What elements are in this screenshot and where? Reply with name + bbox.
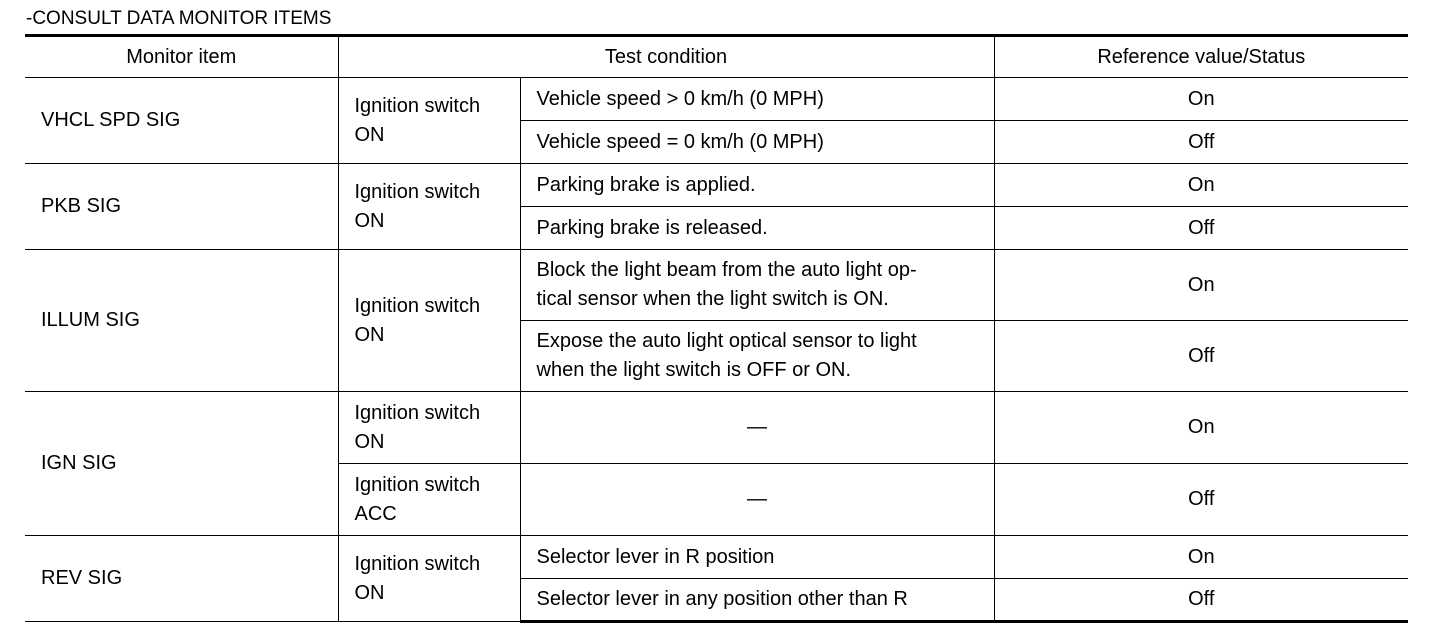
status-cell: Off	[994, 121, 1408, 164]
table-row	[25, 392, 1408, 464]
monitor-item-cell: PKB SIG	[25, 164, 338, 250]
status-cell: On	[994, 536, 1408, 579]
header-reference: Reference value/Status	[994, 36, 1408, 78]
detail-line: tical sensor when the light switch is ON.	[536, 288, 889, 310]
table-row	[25, 164, 1408, 207]
monitor-item-cell: IGN SIG	[25, 392, 338, 536]
header-monitor-item: Monitor item	[25, 36, 338, 78]
table-row	[25, 78, 1408, 121]
condition-line: ON	[354, 123, 385, 146]
detail-cell: Selector lever in R position	[520, 536, 994, 579]
condition-cell	[338, 250, 520, 392]
detail-cell: —	[520, 464, 994, 536]
condition-cell	[338, 164, 520, 250]
condition-cell	[338, 392, 520, 464]
detail-cell: Parking brake is applied.	[520, 164, 994, 207]
status-cell: Off	[994, 579, 1408, 622]
condition-cell	[338, 78, 520, 164]
condition-line: ON	[354, 209, 385, 232]
condition-line: ACC	[354, 502, 397, 525]
condition-line: ON	[354, 430, 385, 453]
header-row	[25, 36, 1408, 78]
monitor-item-cell: ILLUM SIG	[25, 250, 338, 392]
detail-line: Block the light beam from the auto light op-	[536, 259, 917, 281]
condition-line: Ignition switch	[354, 294, 481, 317]
condition-line: Ignition switch	[354, 473, 481, 496]
status-cell: On	[994, 164, 1408, 207]
status-cell: On	[994, 392, 1408, 464]
condition-cell	[338, 464, 520, 536]
status-cell: Off	[994, 207, 1408, 250]
table-row	[25, 536, 1408, 579]
detail-line: Expose the auto light optical sensor to light	[536, 330, 917, 352]
monitor-item-cell: REV SIG	[25, 536, 338, 622]
detail-line: when the light switch is OFF or ON.	[536, 359, 852, 381]
monitor-items-table	[25, 34, 1408, 623]
status-cell: On	[994, 78, 1408, 121]
condition-line: Ignition switch	[354, 401, 481, 424]
condition-line: Ignition switch	[354, 94, 481, 117]
header-test-condition: Test condition	[338, 36, 994, 78]
condition-line: Ignition switch	[354, 552, 481, 575]
condition-line: ON	[354, 323, 385, 346]
detail-cell: —	[520, 392, 994, 464]
condition-line: Ignition switch	[354, 180, 481, 203]
detail-cell: Parking brake is released.	[520, 207, 994, 250]
detail-cell	[520, 321, 994, 392]
detail-cell	[520, 250, 994, 321]
section-title: -CONSULT DATA MONITOR ITEMS	[26, 8, 332, 29]
status-cell: On	[994, 250, 1408, 321]
status-cell: Off	[994, 321, 1408, 392]
detail-cell: Vehicle speed > 0 km/h (0 MPH)	[520, 78, 994, 121]
condition-cell	[338, 536, 520, 622]
detail-cell: Selector lever in any position other than R	[520, 579, 994, 622]
table-row	[25, 250, 1408, 321]
condition-line: ON	[354, 581, 385, 604]
detail-cell: Vehicle speed = 0 km/h (0 MPH)	[520, 121, 994, 164]
status-cell: Off	[994, 464, 1408, 536]
monitor-item-cell: VHCL SPD SIG	[25, 78, 338, 164]
